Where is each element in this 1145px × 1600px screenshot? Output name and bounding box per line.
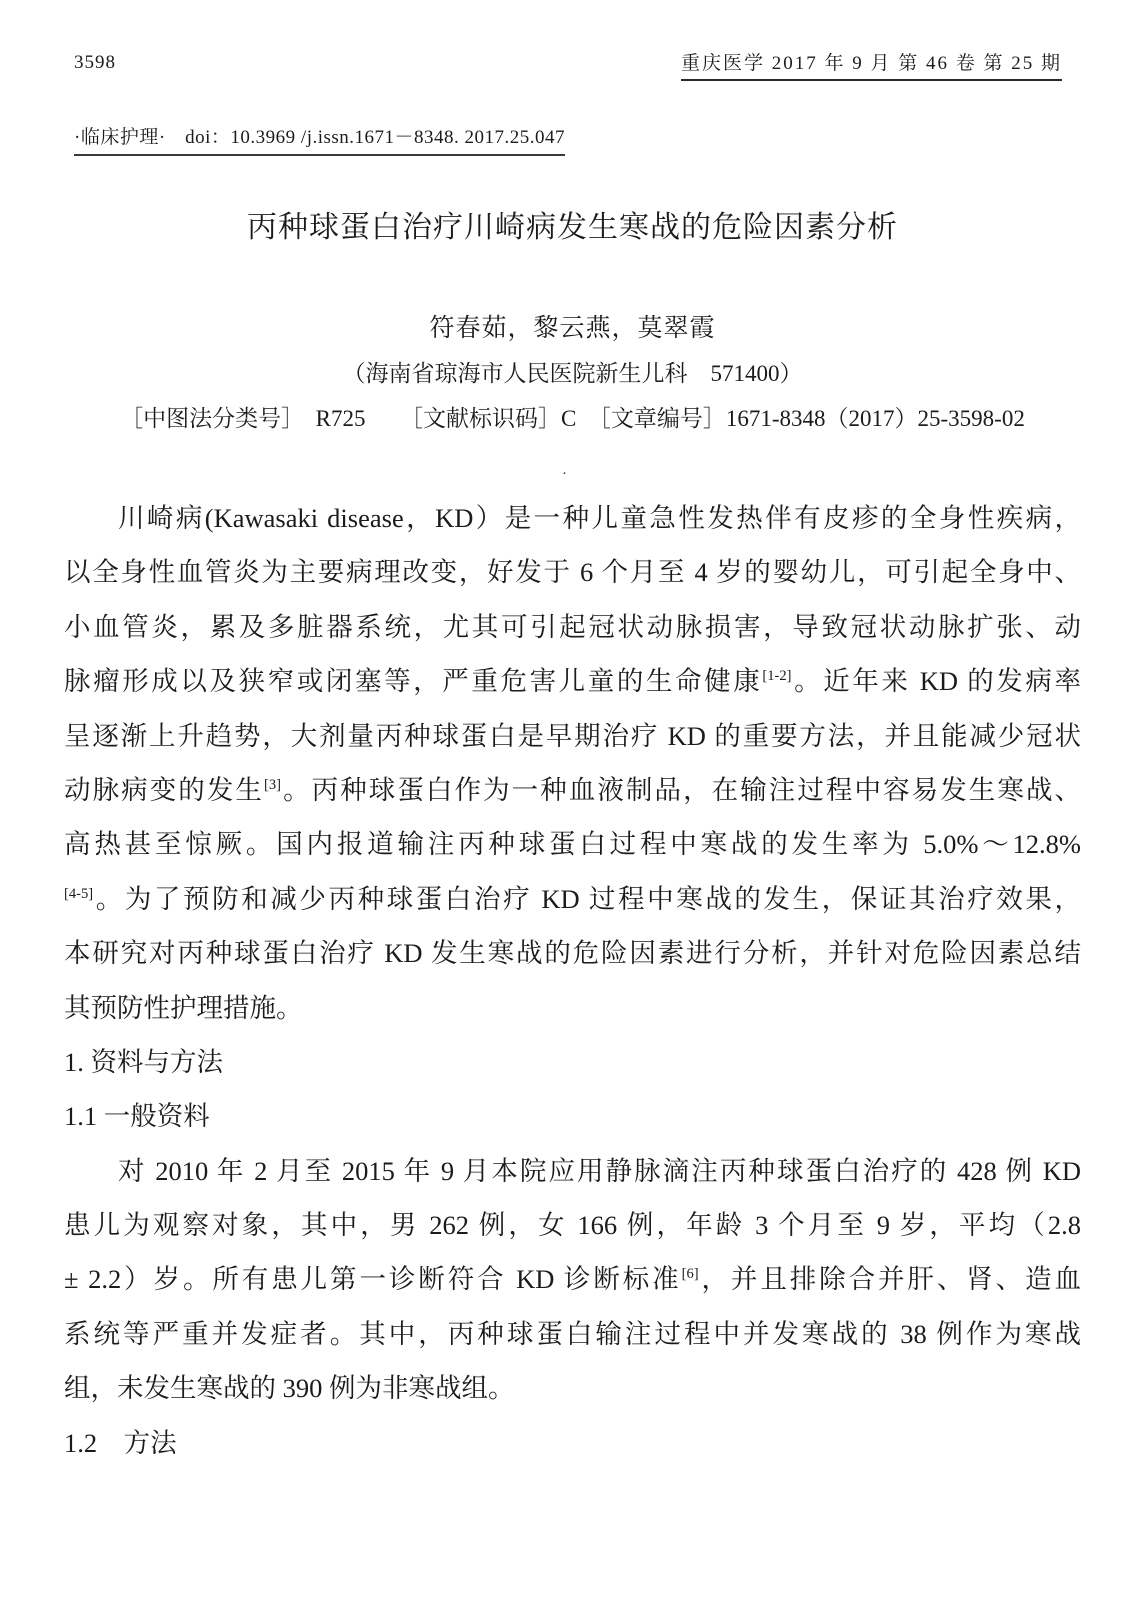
body-text-line bbox=[64, 1307, 1081, 1361]
text-segment: 动脉病变的发生 bbox=[64, 774, 265, 805]
body-text-line bbox=[64, 1144, 1081, 1198]
page-number: 3598 bbox=[74, 52, 116, 73]
body-text-line bbox=[64, 1361, 1081, 1415]
text-segment: 。丙种球蛋白作为一种血液制品，在输注过程中容易发生寒战、 bbox=[281, 774, 1081, 805]
text-segment: 系统等严重并发症者。其中，丙种球蛋白输注过程中并发寒战的 38 例作为寒战 bbox=[64, 1318, 1081, 1349]
body-text-line bbox=[64, 545, 1081, 599]
article-classification-line: ［中图法分类号］ R725 ［文献标识码］C ［文章编号］1671-8348（2017）25-3598-02 bbox=[120, 406, 1025, 431]
citation-superscript: [4-5] bbox=[64, 885, 94, 902]
text-segment: 以全身性血管炎为主要病理改变，好发于 6 个月至 4 岁的婴幼儿，可引起全身中、 bbox=[64, 557, 1081, 588]
text-segment: 患儿为观察对象，其中，男 262 例，女 166 例，年龄 3 个月至 9 岁，平均（2.8 bbox=[64, 1210, 1081, 1241]
body-text-line bbox=[64, 1252, 1081, 1306]
stray-dot-mark: · bbox=[562, 466, 567, 482]
text-segment: 。为了预防和减少丙种球蛋白治疗 KD 过程中寒战的发生，保证其治疗效果， bbox=[93, 883, 1081, 914]
text-segment: 高热甚至惊厥。国内报道输注丙种球蛋白过程中寒战的发生率为 5.0%～12.8% bbox=[64, 829, 1081, 860]
body-text-line bbox=[64, 600, 1081, 654]
text-segment: 小血管炎，累及多脏器系统，尤其可引起冠状动脉损害，导致冠状动脉扩张、动 bbox=[64, 611, 1081, 642]
text-segment: 对 2010 年 2 月至 2015 年 9 月本院应用静脉滴注丙种球蛋白治疗的 428 例 KD bbox=[118, 1155, 1081, 1186]
text-segment: 1. 资料与方法 bbox=[64, 1046, 223, 1077]
article-authors: 符春茹，黎云燕，莫翠霞 bbox=[429, 315, 716, 342]
text-segment: 川崎病(Kawasaki disease，KD）是一种儿童急性发热伴有皮疹的全身性疾病， bbox=[118, 503, 1081, 533]
section-heading bbox=[64, 1035, 1081, 1089]
body-text-line bbox=[64, 709, 1081, 763]
citation-superscript: [3] bbox=[264, 777, 281, 794]
citation-superscript: [6] bbox=[681, 1266, 699, 1283]
text-segment: 本研究对丙种球蛋白治疗 KD 发生寒战的危险因素进行分析，并针对危险因素总结 bbox=[64, 938, 1081, 969]
body-text-line bbox=[64, 926, 1081, 980]
body-text-line bbox=[64, 654, 1081, 708]
text-segment: ，并且排除合并肝、肾、造血 bbox=[698, 1264, 1081, 1295]
section-heading bbox=[64, 1416, 1081, 1470]
body-text-line bbox=[64, 763, 1081, 817]
text-segment: 组，未发生寒战的 390 例为非寒战组。 bbox=[64, 1373, 515, 1404]
citation-superscript: [1-2] bbox=[762, 668, 792, 685]
article-affiliation: （海南省琼海市人民医院新生儿科 571400） bbox=[342, 361, 803, 386]
text-segment: ± 2.2）岁。所有患儿第一诊断符合 KD 诊断标准 bbox=[64, 1264, 682, 1295]
text-segment: 其预防性护理措施。 bbox=[64, 992, 303, 1023]
text-segment: 1.2 方法 bbox=[64, 1427, 177, 1458]
journal-issue-header: 重庆医学 2017 年 9 月 第 46 卷 第 25 期 bbox=[681, 48, 1062, 81]
text-segment: 。近年来 KD 的发病率 bbox=[791, 666, 1081, 697]
body-text-line bbox=[64, 491, 1081, 545]
section-doi-line: ·临床护理· doi：10.3969 /j.issn.1671－8348. 2017.25.047 bbox=[74, 122, 565, 156]
body-text-line bbox=[64, 1198, 1081, 1252]
body-text-line bbox=[64, 872, 1081, 926]
text-segment: 脉瘤形成以及狭窄或闭塞等，严重危害儿童的生命健康 bbox=[64, 666, 763, 697]
body-text-line bbox=[64, 817, 1081, 871]
text-segment: 呈逐渐上升趋势，大剂量丙种球蛋白是早期治疗 KD 的重要方法，并且能减少冠状 bbox=[64, 720, 1081, 751]
text-segment: 1.1 一般资料 bbox=[64, 1101, 210, 1132]
body-text-line bbox=[64, 981, 1081, 1035]
article-body bbox=[64, 491, 1081, 1470]
section-heading bbox=[64, 1089, 1081, 1143]
article-title: 丙种球蛋白治疗川崎病发生寒战的危险因素分析 bbox=[247, 211, 898, 244]
